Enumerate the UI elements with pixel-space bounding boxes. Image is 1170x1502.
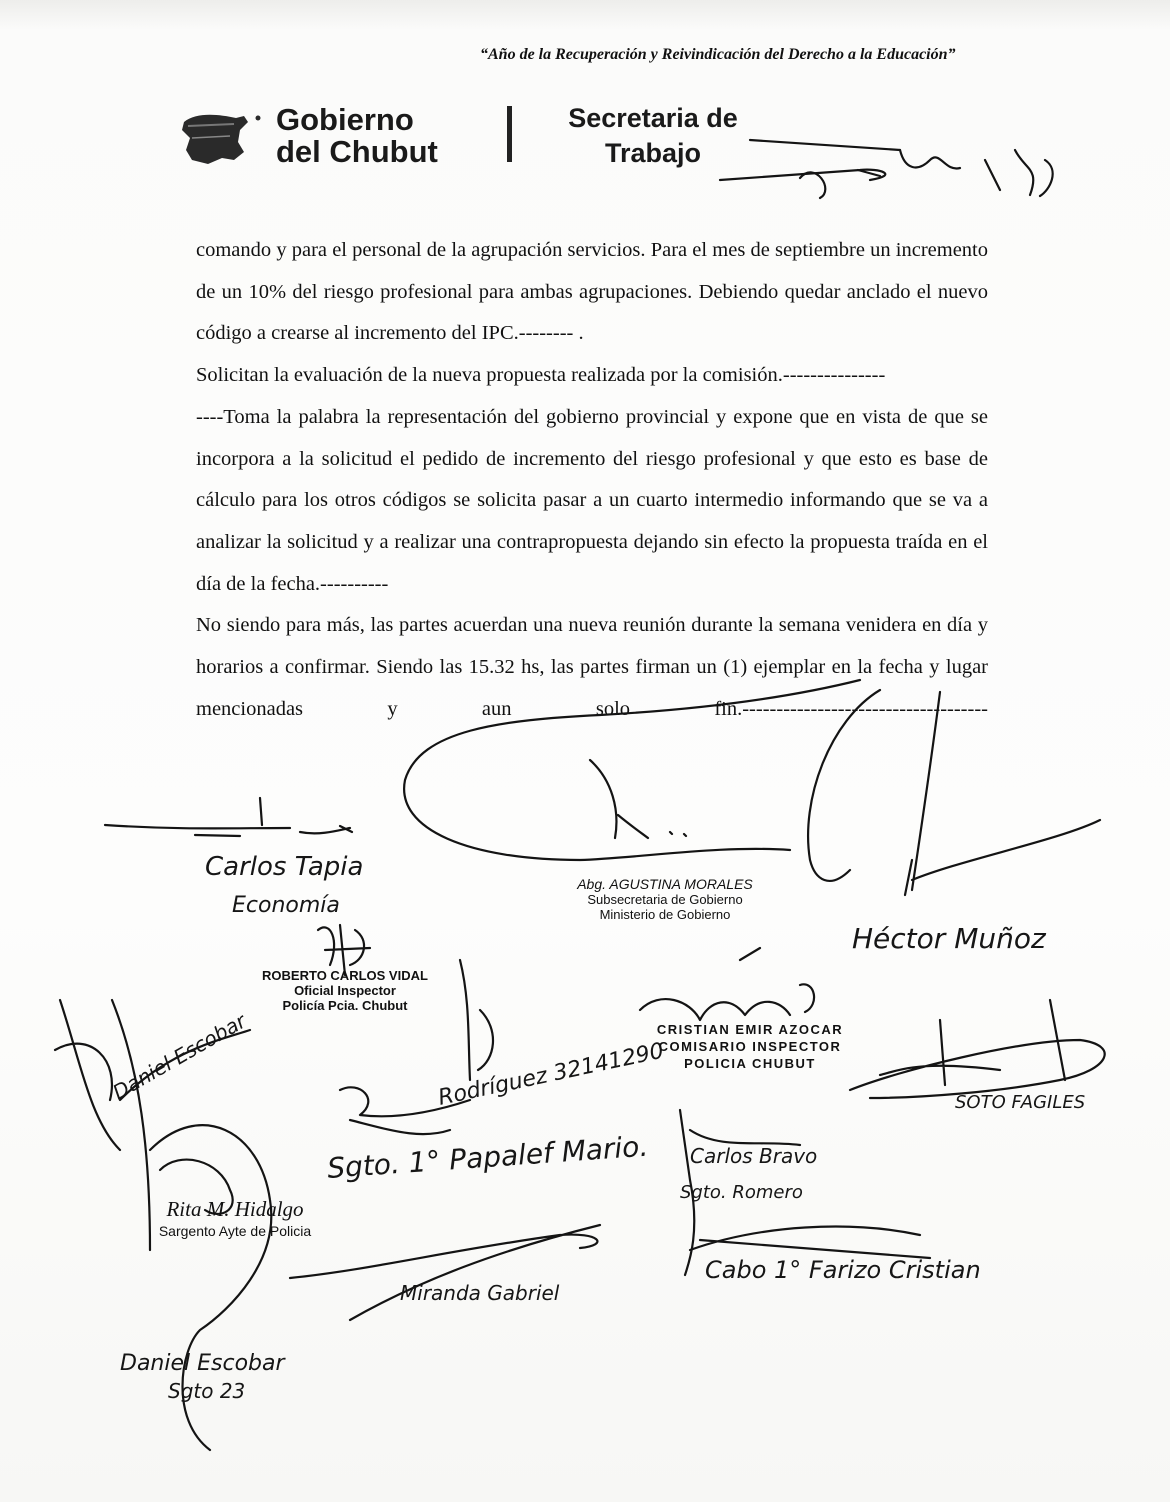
stamp-hidalgo-name: Rita M. Hidalgo <box>166 1197 304 1221</box>
stamp-morales <box>560 877 770 922</box>
handwritten-rodriguez: Rodríguez 32141290 <box>436 1038 667 1111</box>
stamp-morales-ministry: Ministerio de Gobierno <box>599 907 731 922</box>
handwritten-left-diagonal: Daniel Escobar <box>108 1008 251 1105</box>
stamp-vidal-rank: Oficial Inspector <box>294 983 396 998</box>
stamp-hidalgo-rank: Sargento Ayte de Policia <box>158 1223 312 1239</box>
government-name <box>276 104 438 168</box>
handwritten-sgto-23: Sgto 23 <box>168 1379 246 1403</box>
paragraph-2: Solicitan la evaluación de la nueva propuesta realizada por la comisión.--------------- <box>196 364 886 387</box>
stamp-vidal <box>240 968 450 1013</box>
handwritten-carlos-bravo: Carlos Bravo <box>690 1144 818 1168</box>
azocar-signature <box>640 948 814 1020</box>
government-line-1: Gobierno <box>276 102 414 137</box>
department-line-1: Secretaria de <box>568 103 738 133</box>
stamp-vidal-name: ROBERTO CARLOS VIDAL <box>262 968 428 983</box>
chubut-province-logo-icon <box>178 108 264 168</box>
stamp-azocar-org: POLICIA CHUBUT <box>684 1056 816 1071</box>
handwritten-soto-fagiles: SOTO FAGILES <box>955 1092 1086 1113</box>
stamp-hidalgo <box>120 1198 350 1242</box>
header-divider <box>507 106 512 162</box>
handwritten-farizo-cristian: Cabo 1° Farizo Cristian <box>705 1256 981 1284</box>
department-line-2: Trabajo <box>604 138 702 168</box>
stamp-vidal-org: Policía Pcia. Chubut <box>282 998 408 1013</box>
handwritten-papalef-mario: Sgto. 1° Papalef Mario. <box>326 1129 650 1185</box>
handwritten-miranda-gabriel: Miranda Gabriel <box>400 1281 560 1305</box>
bravo-signature <box>680 1110 800 1275</box>
stamp-azocar <box>630 1021 870 1072</box>
stamp-morales-title: Subsecretaria de Gobierno <box>587 892 743 907</box>
handwritten-carlos-tapia: Carlos Tapia <box>205 852 364 882</box>
stamp-morales-name: Abg. AGUSTINA MORALES <box>577 876 753 892</box>
paragraph-3: ----Toma la palabra la representación del gobierno provincial y expone que en vista de que se incorpora a la solicitud el pedido de incremento del riesgo profesional y que esto es base de cálculo para los otros códigos se solicita pasar a un cuarto intermedio informando que se va a analizar la solicitud y a realizar una contrapropuesta dejando sin efecto la propuesta traída en el día de la fecha.---------- <box>196 405 988 595</box>
soto-fagiles-signature <box>850 1000 1105 1098</box>
handwritten-escobar: Daniel Escobar <box>120 1351 285 1376</box>
paragraph-4: No siendo para más, las partes acuerdan una nueva reunión durante la semana venidera en día y horarios a confirmar. Siendo las 15.32 hs, las partes firman un (1) ejemplar en la fecha y lugar mencionadas y aun solo fin.------------------------------------ <box>196 614 988 720</box>
farizo-signature <box>690 1227 930 1258</box>
document-body <box>196 230 988 730</box>
header-signature-scribble <box>800 150 1053 198</box>
handwritten-hector-munoz: Héctor Muñoz <box>852 922 1046 955</box>
handwritten-economia: Economía <box>232 893 340 918</box>
department-name <box>548 101 758 171</box>
year-motto: “Año de la Recuperación y Reivindicación del Derecho a la Educación” <box>480 46 956 63</box>
paragraph-1: comando y para el personal de la agrupación servicios. Para el mes de septiembre un incremento de un 10% del riesgo profesional para ambas agrupaciones. Debiendo quedar anclado el nuevo código a crearse al incremento del IPC.-------- . <box>196 239 988 345</box>
handwritten-sgto-romero: Sgto. Romero <box>680 1182 803 1203</box>
stamp-azocar-rank: COMISARIO INSPECTOR <box>658 1039 842 1054</box>
left-dash-signature <box>105 798 352 836</box>
government-line-2: del Chubut <box>276 134 438 169</box>
stamp-azocar-name: CRISTIAN EMIR AZOCAR <box>656 1022 844 1037</box>
